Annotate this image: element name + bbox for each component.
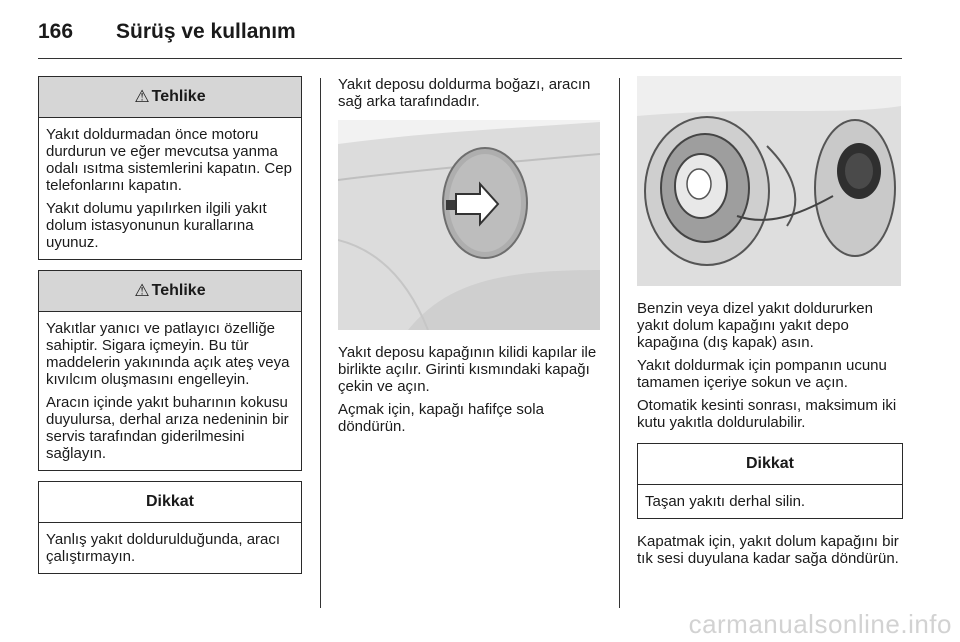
page-header <box>38 20 296 44</box>
danger-box-1-body <box>39 118 301 259</box>
page-number: 166 <box>38 20 74 43</box>
caution-box-left-title: Dikkat <box>145 493 195 510</box>
nozzle-insert-text: Yakıt doldurmak için pompanın ucunu tamamen içeriye sokun ve açın. <box>637 357 887 391</box>
closing-instructions: Kapatmak için, yakıt dolum kapağını bir tık sesi duyulana kadar sağa döndürün. <box>637 533 899 567</box>
caution-box-left-body <box>39 523 301 573</box>
fuel-filler-location-text: Yakıt deposu doldurma boğazı, aracın sağ arka tarafındadır. <box>338 76 591 110</box>
danger-box-2-header <box>39 271 301 312</box>
danger-box-2 <box>38 270 302 471</box>
section-title: Sürüş ve kullanım <box>116 20 296 43</box>
right-column <box>637 76 903 573</box>
middle-column <box>338 76 600 441</box>
watermark: carmanualsonline.info <box>688 609 952 639</box>
danger-box-2-paragraph: Aracın içinde yakıt buharının kokusu duyulursa, derhal arıza nedeninin bir servis tarafından giderilmesini sağlayın. <box>46 394 289 462</box>
danger-box-2-body <box>39 312 301 470</box>
caution-box-right-body <box>638 485 902 518</box>
caution-box-left <box>38 481 302 574</box>
caution-box-right <box>637 443 903 519</box>
warning-triangle-icon: ⚠ <box>134 281 150 300</box>
caution-box-left-paragraph: Yanlış yakıt doldurulduğunda, aracı çalıştırmayın. <box>46 531 281 565</box>
caution-box-right-title: Dikkat <box>745 455 795 472</box>
danger-box-2-paragraph: Yakıtlar yanıcı ve patlayıcı özelliğe sahiptir. Sigara içmeyin. Bu tür maddelerin yakınında açık ateş veya kıvılcım oluşmasını engelleyin. <box>46 320 290 388</box>
auto-cutoff-text: Otomatik kesinti sonrası, maksimum iki kutu yakıtla doldurulabilir. <box>637 397 897 431</box>
fuel-cap-hang-text: Benzin veya dizel yakıt doldururken yakıt dolum kapağını yakıt depo kapağına (dış kapak) asın. <box>637 300 873 351</box>
fuel-door-instructions: Yakıt deposu kapağının kilidi kapılar ile birlikte açılır. Girinti kısmındaki kapağı çekin ve açın. <box>338 344 597 395</box>
warning-triangle-icon: ⚠ <box>134 87 150 106</box>
column-divider-2 <box>619 78 620 608</box>
open-cap-instructions: Açmak için, kapağı hafifçe sola döndürün. <box>338 401 544 435</box>
danger-box-1 <box>38 76 302 260</box>
danger-box-2-title: Tehlike <box>151 282 206 299</box>
caution-box-right-header <box>638 444 902 485</box>
fuel-flap-closed-illustration <box>338 120 600 330</box>
danger-box-1-header <box>39 77 301 118</box>
fuel-flap-open-illustration <box>637 76 901 286</box>
header-rule <box>38 58 902 59</box>
danger-box-1-paragraph: Yakıt doldurmadan önce motoru durdurun ve eğer mevcutsa yanma odalı ısıtma sistemlerini kapatın. Cep telefonlarını kapatın. <box>46 126 292 194</box>
left-column <box>38 76 302 584</box>
danger-box-1-title: Tehlike <box>151 88 206 105</box>
danger-box-1-paragraph: Yakıt dolumu yapılırken ilgili yakıt dolum istasyonunun kurallarına uyunuz. <box>46 200 267 251</box>
caution-box-right-paragraph: Taşan yakıtı derhal silin. <box>645 493 806 510</box>
caution-box-left-header <box>39 482 301 523</box>
column-divider-1 <box>320 78 321 608</box>
